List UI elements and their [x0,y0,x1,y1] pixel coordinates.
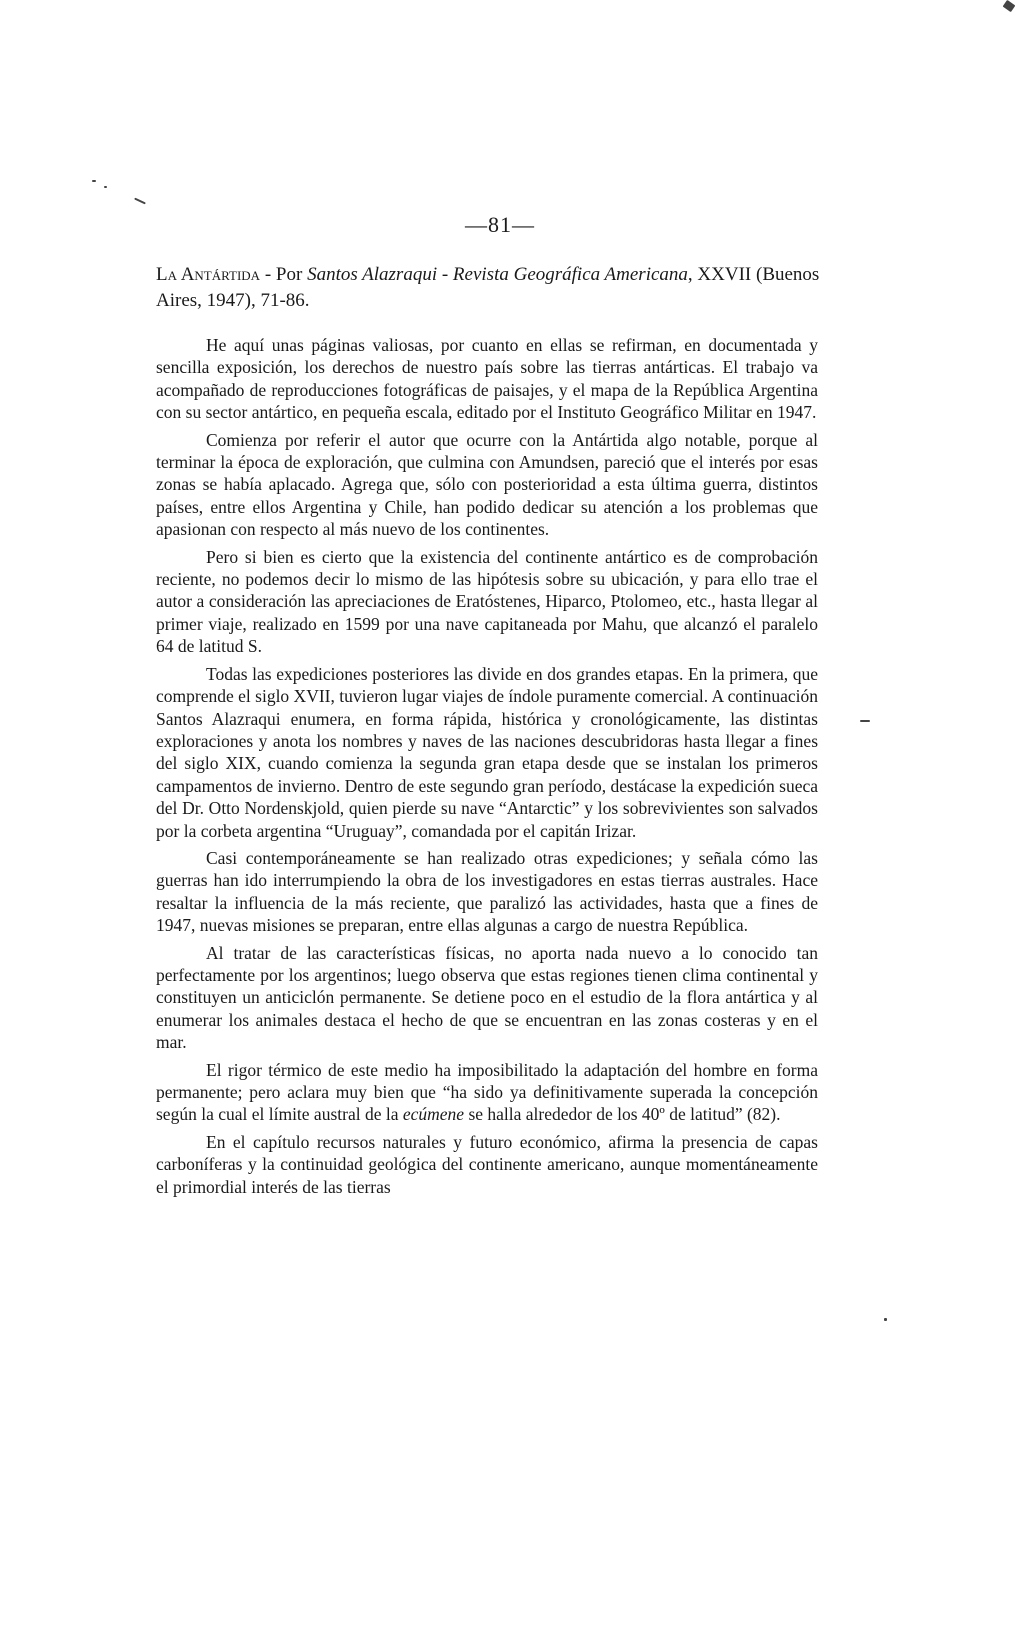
page-number: —81— [465,212,535,237]
scan-speck [134,198,146,205]
scan-speck [860,720,870,722]
paragraph [156,1059,818,1126]
citation-details: , XXVII (Buenos Aires, 1947), 71-86. [156,264,820,311]
paragraph-text: El rigor térmico de este medio ha imposibilitado la adaptación del hombre en forma permanente; pero aclara muy bien que “ha sido ya definitivamente superada la concepción según la cual el límite austral de la [156,1059,818,1125]
review-heading [156,262,826,314]
paragraph: He aquí unas páginas valiosas, por cuanto en ellas se refirman, en documentada y sencilla exposición, los derechos de nuestro país sobre las tierras antárticas. El trabajo va acompañado de reproducciones fotográficas de paisajes, y el mapa de la República Argentina con su sector antártico, en pequeña escala, editado por el Instituto Geográfico Militar en 1947. [156,335,818,423]
paragraph: Casi contemporáneamente se han realizado otras expediciones; y señala cómo las guerras han ido interrumpiendo la obra de los investigadores en estas tierras australes. Hace resaltar la influencia de la más reciente, que paralizó las actividades, hasta que a fines de 1947, nuevas misiones se preparan, entre ellas algunas a cargo de nuestra República. [156,847,818,936]
paragraph: Todas las expediciones posteriores las divide en dos grandes etapas. En la primera, que comprende el siglo XVII, tuvieron lugar viajes de índole puramente comercial. A continuación Santos Alazraqui enumera, en forma rápida, histórica y cronológicamente, las distintas exploraciones y anota los nombres y naves de las naciones descubridoras hasta llegar a fines del siglo XIX, cuando comienza la segunda gran etapa desde que se instalan los primeros campamentos de invierno. Dentro de este segundo gran período, destácase la expedición sueca del Dr. Otto Nordenskjold, quien pierde su nave “Antarctic” y los sobrevivientes son salvados por la corbeta argentina “Uruguay”, comandada por el capitán Irizar. [156,663,818,841]
paragraph: Pero si bien es cierto que la existencia del continente antártico es de comprobación reciente, no podemos decir lo mismo de las hipótesis sobre su ubicación, y para ello trae el autor a consideración las apreciaciones de Eratóstenes, Hiparco, Ptolomeo, etc., hasta llegar al primer viaje, realizado en 1599 por una nave capitaneada por Mahu, que alcanzó el paralelo 64 de latitud S. [156,546,818,657]
heading-separator: - [437,264,453,285]
review-title: La Antártida [156,264,261,285]
scan-speck [92,180,96,182]
paragraph: Comienza por referir el autor que ocurre con la Antártida algo notable, porque al terminar la época de exploración, que culmina con Amundsen, pareció que el interés por esas zonas se había aplacado. Agrega que, sólo con posterioridad a esta última guerra, distintos países, entre ellos Argentina y Chile, han podido dedicar su atención a los problemas que apasionan con respecto al más nuevo de los continentes. [156,429,818,540]
scan-speck [104,186,107,188]
scan-speck [1003,0,1016,12]
italic-term: ecúmene [402,1104,465,1125]
paragraph-text: se halla alrededor de los 40º de latitud” (82). [464,1104,781,1125]
heading-separator: - Por [260,264,308,285]
journal-name: Revista Geográfica Americana [452,264,688,285]
paragraph: En el capítulo recursos naturales y futuro económico, afirma la presencia de capas carboníferas y la continuidad geológica del continente americano, aunque momentáneamente el primordial interés de las tierras [156,1131,818,1197]
review-author: Santos Alazraqui [307,264,438,285]
scan-speck [884,1318,887,1321]
review-body [156,334,818,1203]
paragraph: Al tratar de las características físicas, no aporta nada nuevo a lo conocido tan perfectamente por los argentinos; luego observa que estas regiones tienen clima continental y constituyen un anticiclón permanente. Se detiene poco en el estudio de la flora antártica y al enumerar los animales destaca el hecho de que se encuentran en las zonas costeras y en el mar. [156,942,818,1053]
